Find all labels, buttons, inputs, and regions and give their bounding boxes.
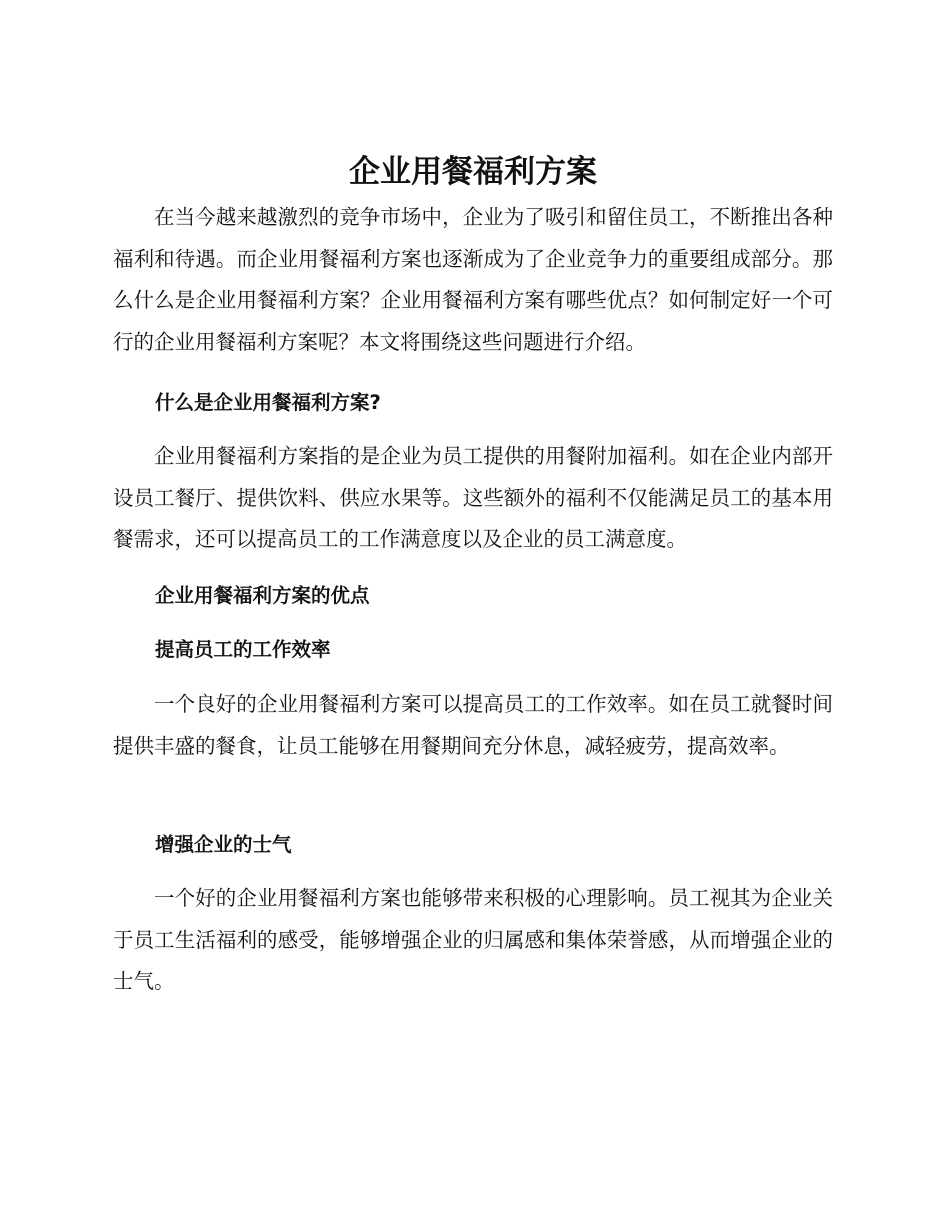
morale-paragraph: 一个好的企业用餐福利方案也能够带来积极的心理影响。员工视其为企业关于员工生活福利的感受，能够增强企业的归属感和集体荣誉感，从而增强企业的士气。: [113, 886, 833, 993]
intro-paragraph: 在当今越来越激烈的竞争市场中，企业为了吸引和留住员工，不断推出各种福利和待遇。而企业用餐福利方案也逐渐成为了企业竞争力的重要组成部分。那么什么是企业用餐福利方案？企业用餐福利方案有哪些优点？如何制定好一个可行的企业用餐福利方案呢？本文将围绕这些问题进行介绍。: [113, 205, 833, 354]
section-heading-what-is: 什么是企业用餐福利方案?: [155, 391, 381, 414]
section-heading-advantages: 企业用餐福利方案的优点: [155, 584, 370, 607]
document-title: 企业用餐福利方案: [349, 154, 597, 190]
definition-paragraph: 企业用餐福利方案指的是企业为员工提供的用餐附加福利。如在企业内部开设员工餐厅、提供饮料、供应水果等。这些额外的福利不仅能满足员工的基本用餐需求，还可以提高员工的工作满意度以及企业的员工满意度。: [113, 444, 833, 551]
efficiency-paragraph: 一个良好的企业用餐福利方案可以提高员工的工作效率。如在员工就餐时间提供丰盛的餐食，让员工能够在用餐期间充分休息，减轻疲劳，提高效率。: [113, 692, 833, 758]
subheading-efficiency: 提高员工的工作效率: [155, 638, 331, 661]
subheading-morale: 增强企业的士气: [155, 833, 292, 856]
